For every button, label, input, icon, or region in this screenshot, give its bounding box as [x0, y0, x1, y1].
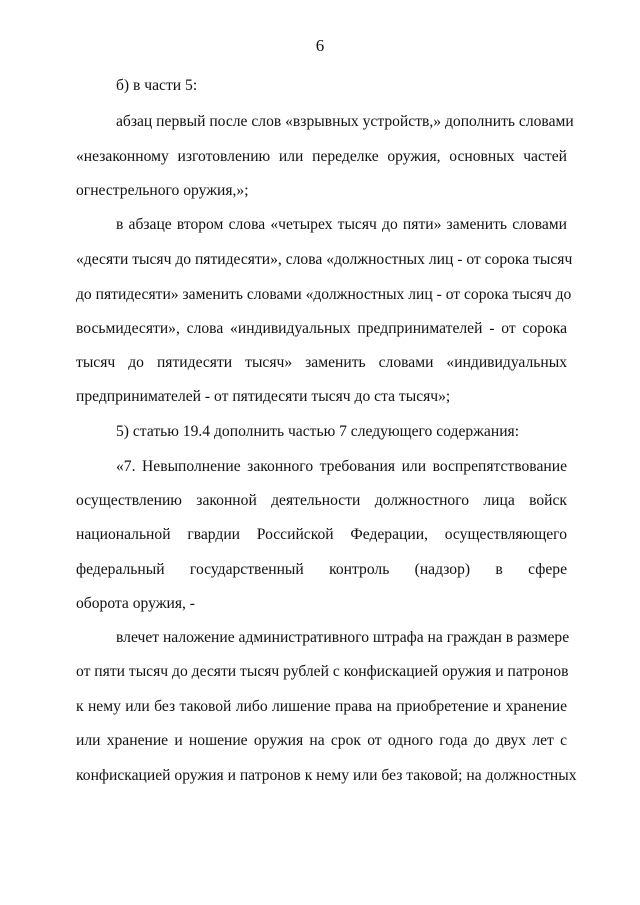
text-line: абзац первый после слов «взрывных устройств,» дополнить словами: [116, 113, 574, 130]
text-line: «незаконному изготовлению или переделке оружия, основных частей: [76, 148, 567, 165]
page-number: 6: [315, 36, 325, 55]
text-line: национальной гвардии Российской Федерации, осуществляющего: [76, 526, 567, 543]
text-line: от пяти тысяч до десяти тысяч рублей с конфискацией оружия и патронов: [76, 663, 569, 680]
text-line: к нему или без таковой либо лишение права на приобретение и хранение: [76, 698, 567, 715]
text-line: «7. Невыполнение законного требования или воспрепятствование: [116, 458, 567, 475]
text-line: предпринимателей - от пятидесяти тысяч до ста тысяч»;: [76, 388, 451, 405]
text-line: «десяти тысяч до пятидесяти», слова «должностных лиц - от сорока тысяч: [76, 251, 573, 268]
text-line: осуществлению законной деятельности должностного лица войск: [76, 492, 567, 509]
text-line: восьмидесяти», слова «индивидуальных предпринимателей - от сорока: [76, 320, 567, 337]
text-line: в абзаце втором слова «четырех тысяч до пяти» заменить словами: [116, 216, 567, 233]
text-line: конфискацией оружия и патронов к нему или без таковой; на должностных: [76, 767, 577, 784]
text-line: 5) статью 19.4 дополнить частью 7 следующего содержания:: [116, 423, 520, 440]
text-line: или хранение и ношение оружия на срок от одного года до двух лет с: [76, 732, 567, 749]
text-line: огнестрельного оружия,»;: [76, 182, 249, 199]
text-line: федеральный государственный контроль (надзор) в сфере: [76, 561, 567, 578]
text-line: тысяч до пятидесяти тысяч» заменить словами «индивидуальных: [76, 354, 567, 371]
text-line: до пятидесяти» заменить словами «должностных лиц - от сорока тысяч до: [76, 286, 572, 303]
text-line: влечет наложение административного штрафа на граждан в размере: [116, 629, 570, 646]
text-line: б) в части 5:: [116, 77, 198, 94]
text-line: оборота оружия, -: [76, 595, 196, 612]
